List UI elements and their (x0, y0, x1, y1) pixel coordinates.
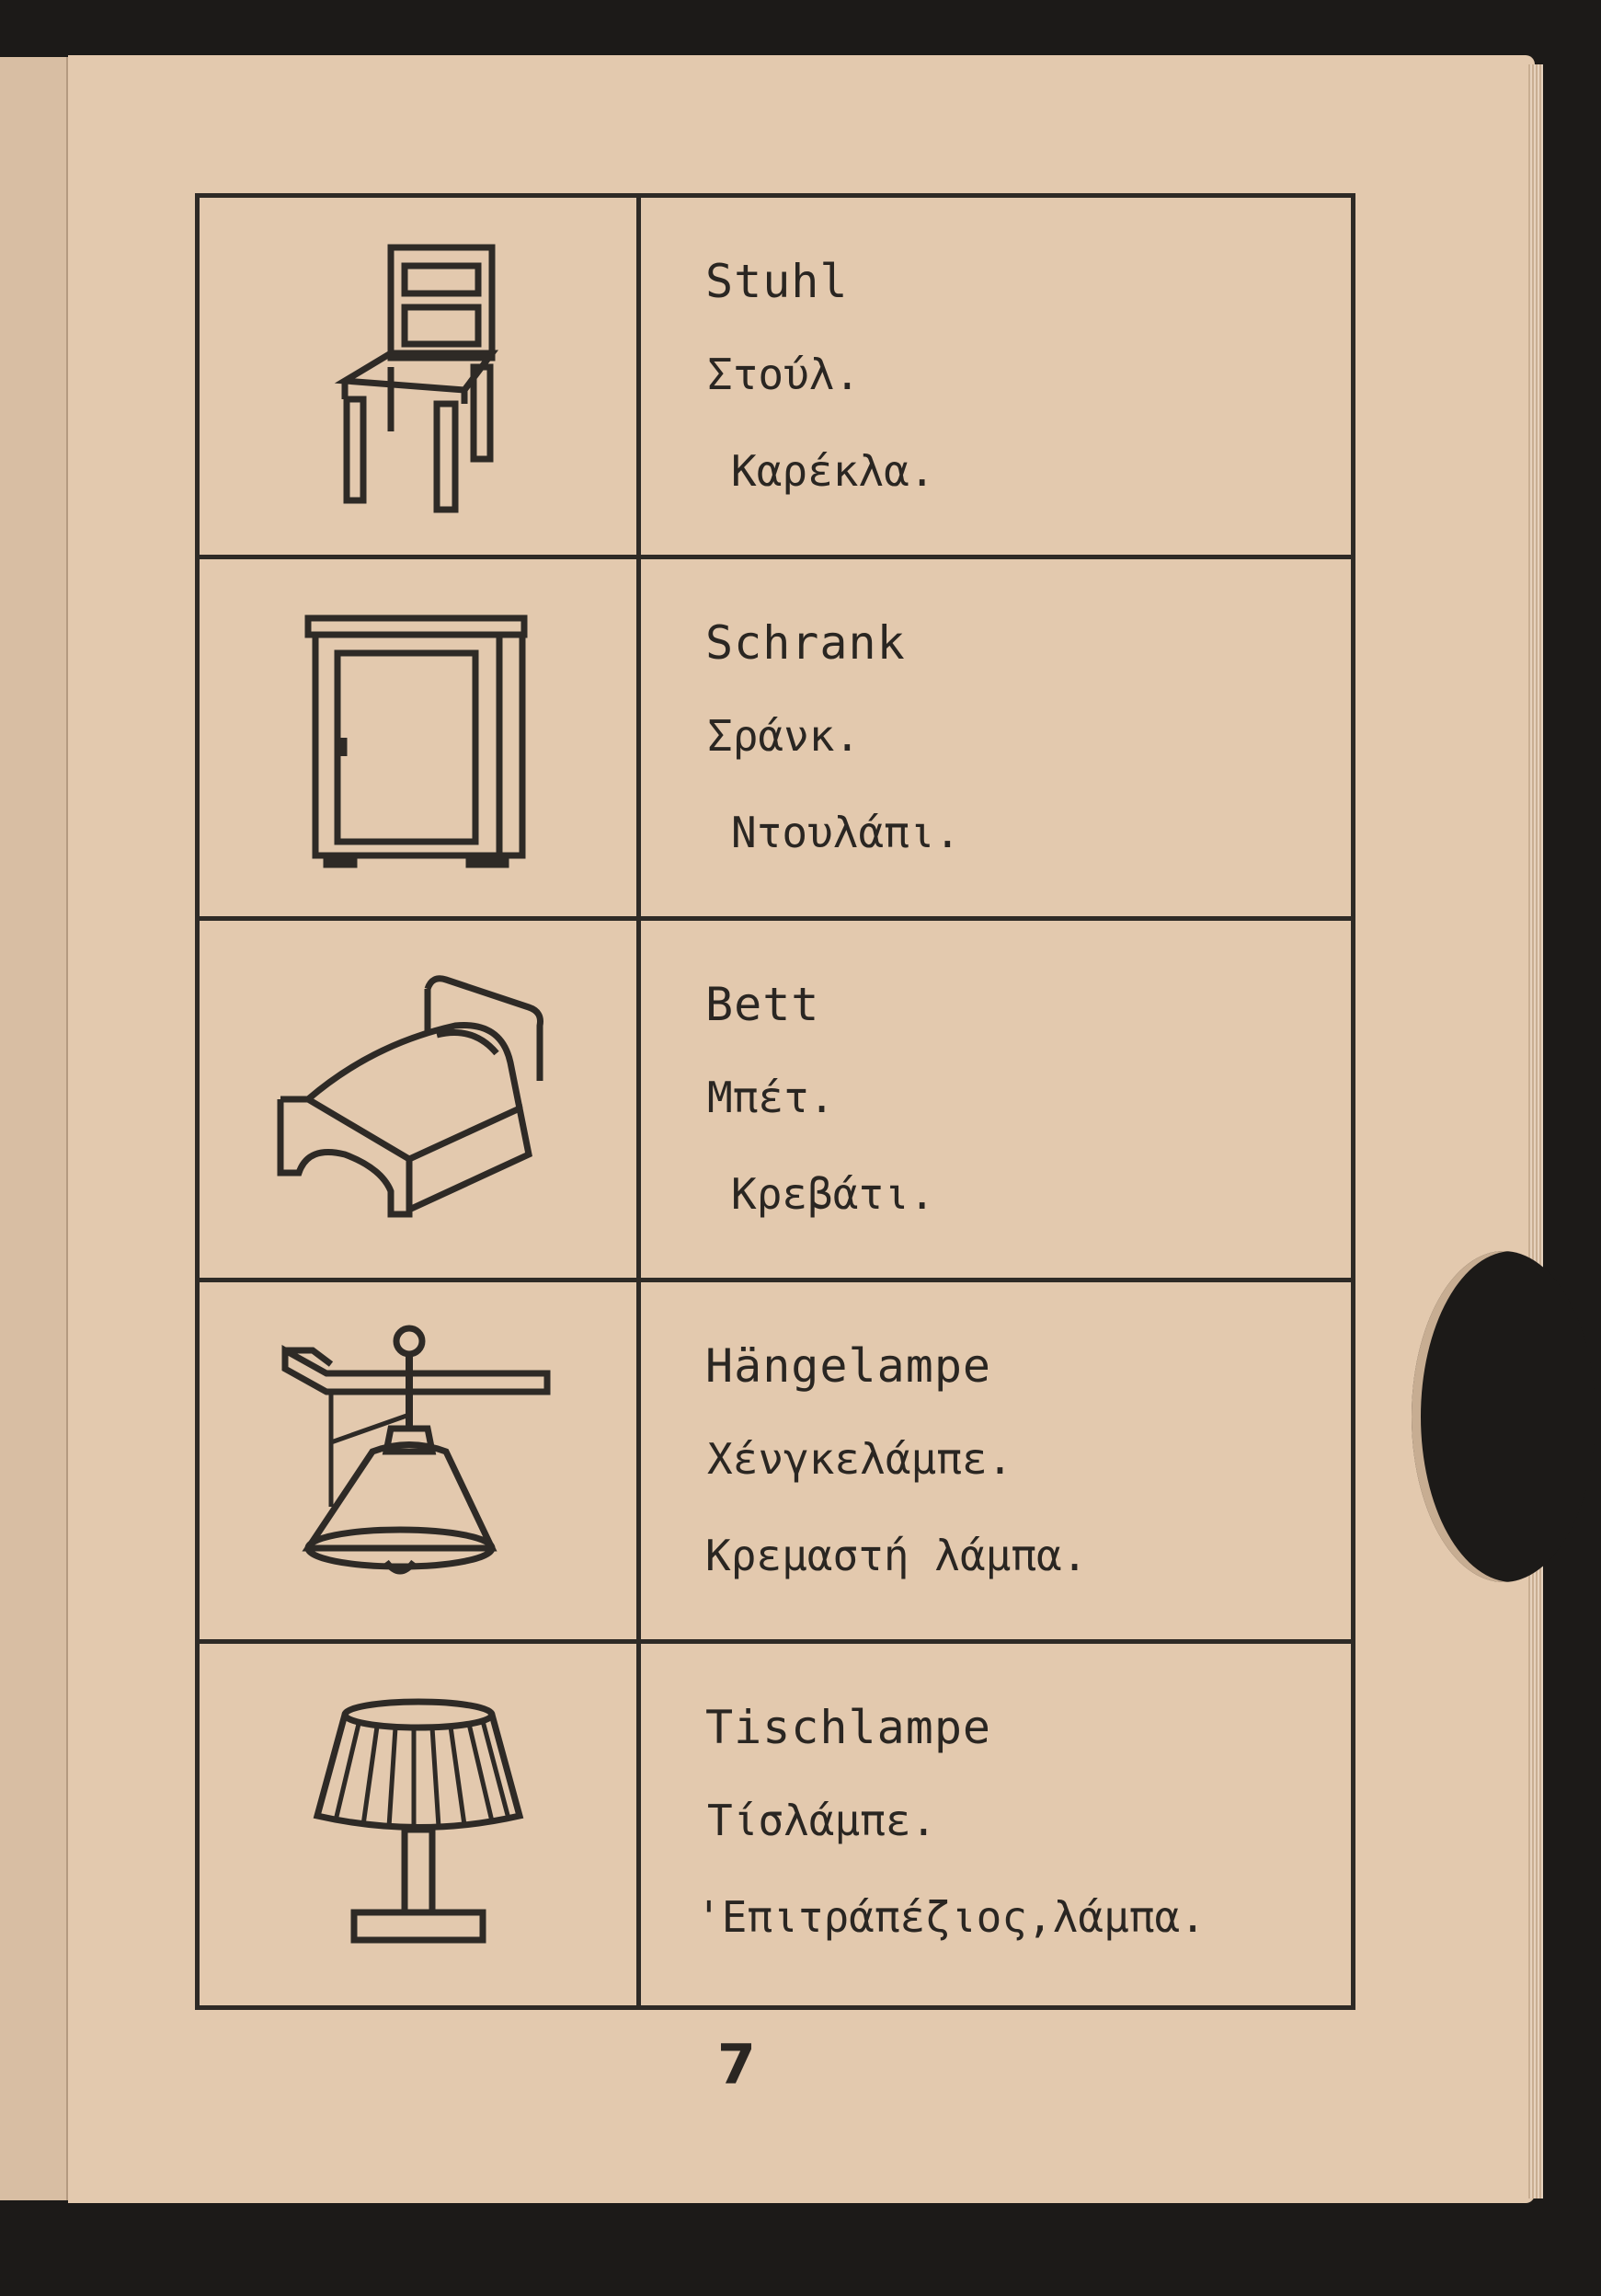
greek-translation: Κρεβάτι. (731, 1169, 935, 1219)
facing-page-edge (0, 57, 69, 2200)
bed-icon (271, 970, 566, 1228)
german-word: Bett (705, 978, 820, 1031)
transliteration: Χένγκελάμπε. (707, 1434, 1013, 1484)
german-word: Hängelampe (705, 1339, 992, 1393)
picture-cell (200, 198, 641, 559)
picture-cell (200, 1282, 641, 1644)
page-number: 7 (717, 2033, 756, 2097)
entry-text-cell (641, 921, 1351, 1282)
german-word: Stuhl (705, 255, 849, 308)
thumb-index-notch (1412, 1251, 1595, 1582)
greek-translation: Κρεμαστή λάμπα. (705, 1531, 1088, 1580)
german-word: Tischlampe (705, 1701, 992, 1754)
page-stack-edge (1528, 64, 1543, 2198)
chair-icon (326, 238, 510, 514)
transliteration: Τίσλάμπε. (707, 1796, 937, 1845)
transliteration: Μπέτ. (707, 1073, 835, 1122)
entry-text-cell (641, 1282, 1351, 1644)
picture-cell (200, 1644, 641, 2005)
greek-translation: Ντουλάπι. (731, 808, 961, 857)
transliteration: Στούλ. (707, 350, 861, 399)
table-lamp-icon (308, 1696, 529, 1954)
vocabulary-table (195, 193, 1355, 2010)
picture-cell (200, 559, 641, 921)
transliteration: Σράνκ. (707, 711, 861, 761)
hanging-lamp-icon (280, 1323, 556, 1599)
entry-text-cell (641, 559, 1351, 921)
picture-cell (200, 921, 641, 1282)
wardrobe-icon (299, 600, 538, 876)
entry-text-cell (641, 1644, 1351, 2005)
greek-translation: 'Επιτράπέζιος,λάμπα. (696, 1892, 1206, 1942)
entry-text-cell (641, 198, 1351, 559)
german-word: Schrank (705, 616, 906, 670)
greek-translation: Καρέκλα. (731, 446, 935, 496)
